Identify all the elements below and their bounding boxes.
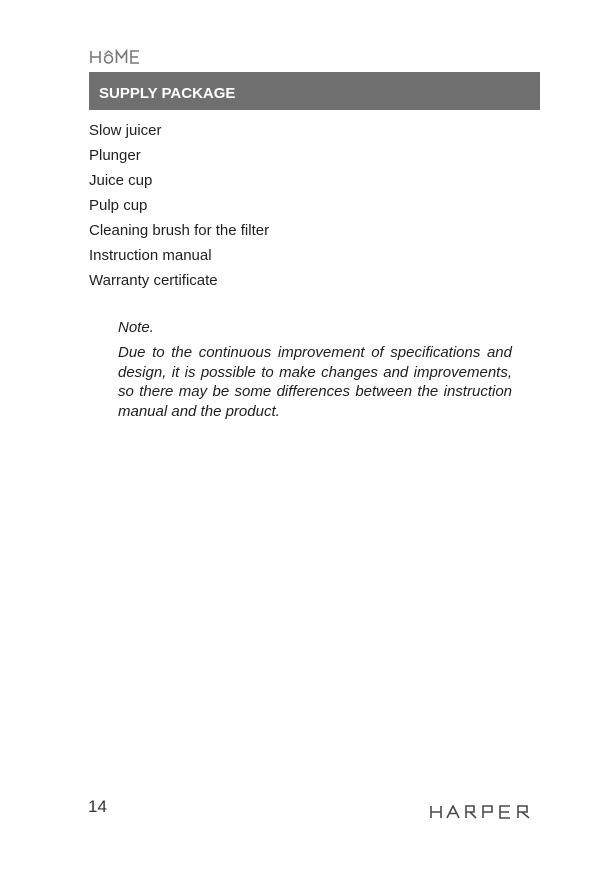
harper-logo-graphic — [430, 805, 540, 819]
note-text: Due to the continuous improvement of specifications and design, it is possible to make changes and improvements, so there may be some differences between the instruction manual and the product. — [118, 344, 512, 420]
home-logo-graphic — [90, 48, 144, 66]
list-item: Instruction manual — [89, 247, 212, 264]
list-item: Juice cup — [89, 172, 153, 189]
page-number: 14 — [88, 797, 107, 816]
supply-list — [89, 121, 269, 296]
harper-logo — [430, 805, 540, 819]
note-title: Note. — [118, 319, 154, 336]
section-title: SUPPLY PACKAGE — [99, 85, 236, 102]
list-item: Warranty certificate — [89, 272, 218, 289]
list-item: Pulp cup — [89, 197, 148, 214]
list-item: Plunger — [89, 147, 141, 164]
home-logo — [90, 48, 144, 66]
section-header — [89, 72, 540, 110]
list-item: Slow juicer — [89, 122, 162, 139]
list-item: Cleaning brush for the filter — [89, 222, 270, 239]
note-block — [118, 318, 512, 421]
